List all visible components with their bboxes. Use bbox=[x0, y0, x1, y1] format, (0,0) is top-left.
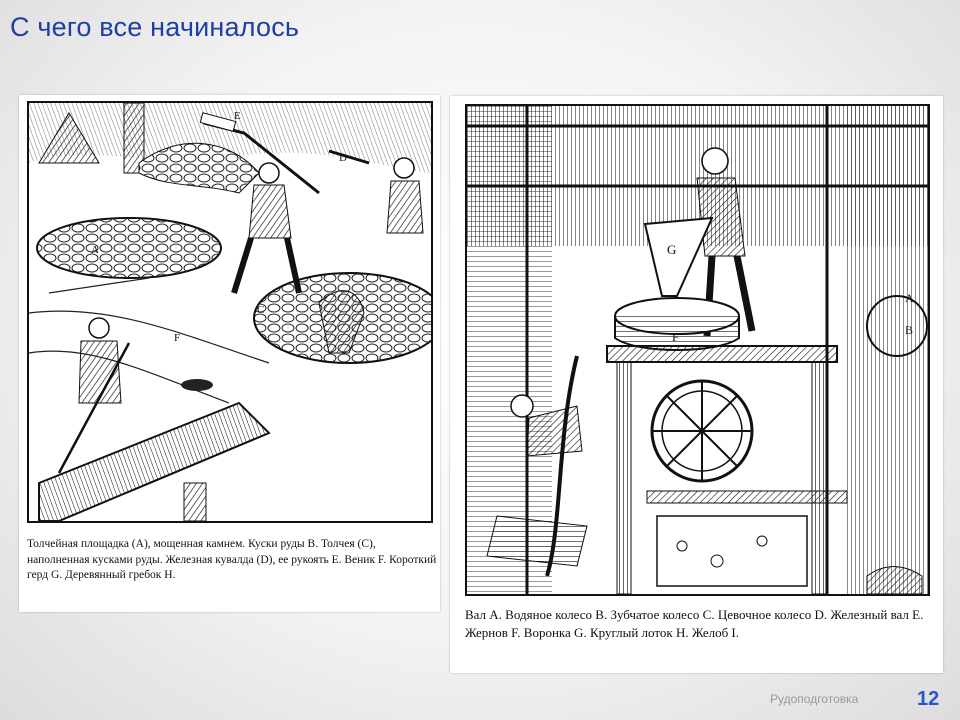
engraving-water-mill-illustration bbox=[465, 104, 930, 596]
svg-text:D: D bbox=[339, 152, 347, 164]
svg-text:G: G bbox=[667, 242, 677, 257]
figure-ore-crushing-yard bbox=[19, 95, 440, 612]
engraving-crushing-yard-illustration bbox=[27, 101, 433, 523]
svg-text:A: A bbox=[91, 244, 99, 256]
svg-text:E: E bbox=[234, 110, 241, 122]
svg-text:B: B bbox=[905, 323, 914, 337]
footer-section-label: Рудоподготовка bbox=[770, 692, 859, 706]
figure-caption-right: Вал A. Водяное колесо B. Зубчатое колесо C. Цевочное колесо D. Железный вал E. Жернов F. Воронка G. Круглый лоток H. Желоб I. bbox=[465, 607, 924, 641]
figure-caption-left: Толчейная площадка (A), мощенная камнем. Куски руды B. Толчея (C), наполненная кусками руды. Железная кувалда (D), ее рукоять E. Веник F. Короткий герд G. Деревянный гребок H. bbox=[27, 538, 437, 582]
svg-text:G: G bbox=[149, 439, 157, 451]
svg-text:A: A bbox=[905, 291, 914, 305]
svg-text:C: C bbox=[257, 304, 265, 316]
slide-title: С чего все начиналось bbox=[10, 12, 300, 42]
svg-text:F: F bbox=[672, 330, 679, 344]
figure-water-mill bbox=[450, 96, 943, 673]
page-number: 12 bbox=[917, 688, 940, 710]
svg-text:F: F bbox=[174, 332, 181, 344]
